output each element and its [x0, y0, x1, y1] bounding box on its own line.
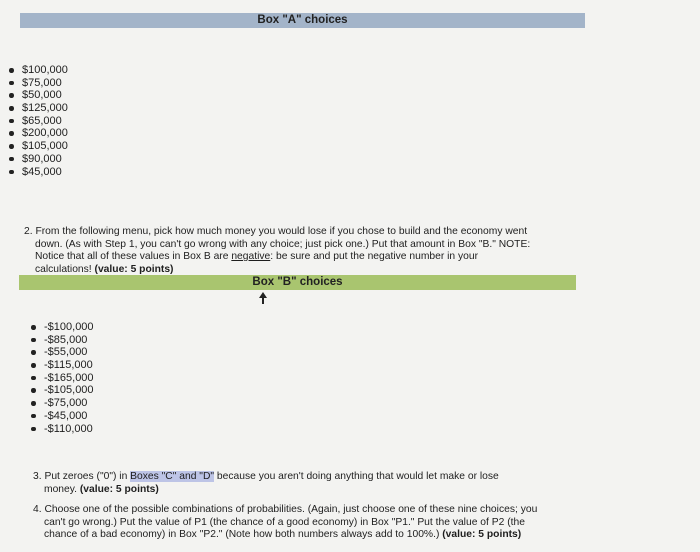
list-item: $90,000	[9, 153, 68, 166]
box-b-choice-list	[31, 321, 94, 435]
list-item: -$75,000	[31, 397, 94, 410]
list-item: -$115,000	[31, 359, 94, 372]
question-3-text: money.	[44, 483, 80, 495]
question-2-text: calculations!	[35, 263, 95, 275]
question-2-text: Notice that all of these values in Box B are	[35, 251, 232, 262]
list-item: $100,000	[9, 64, 68, 77]
question-4-line: can't go wrong.) Put the value of P1 (the chance of a good economy) in Box "P1." Put the value of P2 (the	[44, 516, 525, 528]
points-value: (value: 5 points)	[442, 529, 522, 540]
list-item: $200,000	[9, 127, 68, 140]
list-item: $65,000	[9, 115, 68, 128]
question-4-line: 4. Choose one of the possible combinations of probabilities. (Again, just choose one of these nine choices; you	[33, 504, 538, 515]
question-3-text: 3. Put zeroes ("0") in	[33, 471, 131, 482]
box-a-choice-list	[9, 64, 68, 178]
boxes-c-d-highlight: Boxes "C" and "D"	[130, 471, 215, 482]
list-item: $125,000	[9, 102, 68, 115]
question-2-line: down. (As with Step 1, you can't go wrong with any choice; just pick one.) Put that amount in Box "B." NOTE:	[35, 238, 531, 250]
question-4-text: chance of a bad economy) in Box "P2." (Note how both numbers always add to 100%.)	[44, 529, 443, 540]
list-item: $75,000	[9, 77, 68, 90]
question-4-line	[33, 529, 537, 542]
list-item: -$55,000	[31, 346, 94, 359]
points-value: (value: 5 points)	[94, 263, 174, 275]
list-item: -$105,000	[31, 384, 94, 397]
box-a-heading: Box "A" choices	[20, 13, 585, 28]
list-item: $105,000	[9, 140, 68, 153]
question-2	[24, 226, 530, 276]
list-item: -$110,000	[31, 423, 94, 436]
list-item: -$100,000	[31, 321, 94, 334]
list-item: -$45,000	[31, 410, 94, 423]
question-3-text: because you aren't doing anything that would let make or lose	[214, 471, 499, 482]
question-4	[33, 504, 537, 542]
question-2-line: 2. From the following menu, pick how much money you would lose if you chose to build and the economy went	[24, 226, 528, 237]
question-3	[33, 471, 499, 496]
question-3-line	[33, 484, 499, 497]
list-item: -$85,000	[31, 334, 94, 347]
question-3-line	[33, 471, 499, 484]
question-2-text: : be sure and put the negative number in your	[270, 251, 479, 262]
question-2-line	[24, 251, 530, 264]
negative-emphasis: negative	[231, 251, 271, 262]
points-value: (value: 5 points)	[79, 483, 159, 495]
list-item: $45,000	[9, 166, 68, 179]
box-b-heading: Box "B" choices	[19, 275, 576, 290]
list-item: -$165,000	[31, 372, 94, 385]
mouse-cursor-icon	[258, 292, 268, 304]
list-item: $50,000	[9, 89, 68, 102]
